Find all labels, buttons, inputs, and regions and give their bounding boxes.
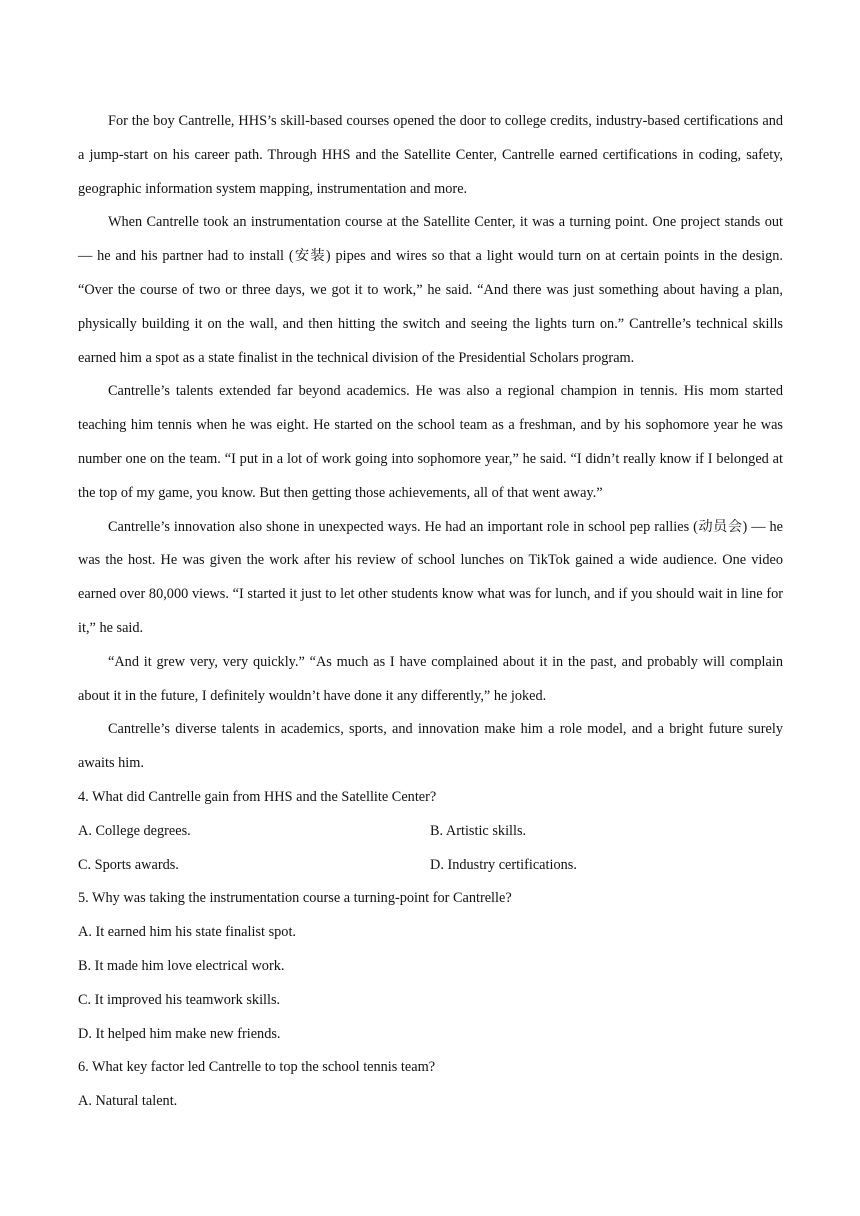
option-d: D. It helped him make new friends. bbox=[78, 1025, 281, 1042]
question-6 bbox=[78, 1051, 783, 1119]
option-b: B. It made him love electrical work. bbox=[78, 957, 285, 974]
passage-paragraph-4: Cantrelle’s innovation also shone in unexpected ways. He had an important role in school pep rallies (动员会) — he was the host. He was given the work after his review of school lunches on TikTok gained a wide audience. One video earned over 80,000 views. “I started it just to let other students know what was for lunch, and if you should wait in line for it,” he said. bbox=[78, 518, 783, 636]
passage-paragraph-6: Cantrelle’s diverse talents in academics, sports, and innovation make him a role model, and a bright future surely awaits him. bbox=[78, 721, 783, 772]
passage-paragraph-5: “And it grew very, very quickly.” “As much as I have complained about it in the past, and probably will complain about it in the future, I definitely wouldn’t have done it any differently,” he joked. bbox=[78, 653, 783, 704]
option-c: C. Sports awards. bbox=[78, 856, 179, 873]
option-d: D. Industry certifications. bbox=[430, 856, 577, 873]
question-stem: 6. What key factor led Cantrelle to top the school tennis team? bbox=[78, 1059, 436, 1076]
option-a: A. It earned him his state finalist spot. bbox=[78, 924, 296, 941]
option-c: C. It improved his teamwork skills. bbox=[78, 991, 281, 1008]
question-5 bbox=[78, 882, 783, 1051]
passage-paragraph-1: For the boy Cantrelle, HHS’s skill-based courses opened the door to college credits, industry-based certifications and a jump-start on his career path. Through HHS and the Satellite Center, Cantrelle earned certifications in coding, safety, geographic information system mapping, instrumentation and more. bbox=[78, 113, 783, 197]
question-stem: 4. What did Cantrelle gain from HHS and the Satellite Center? bbox=[78, 788, 437, 805]
option-row bbox=[78, 815, 783, 849]
passage-paragraph-2: When Cantrelle took an instrumentation course at the Satellite Center, it was a turning point. One project stands out — he and his partner had to install (安装) pipes and wires so that a light would turn on at certain points in the design. “Over the course of two or three days, we got it to work,” he said. “And there was just something about having a plan, physically building it on the wall, and then hitting the switch and seeing the lights turn on.” Cantrelle’s technical skills earned him a spot as a state finalist in the technical division of the Presidential Scholars program. bbox=[78, 214, 783, 366]
option-a: A. College degrees. bbox=[78, 822, 191, 839]
option-a: A. Natural talent. bbox=[78, 1093, 178, 1110]
option-b: B. Artistic skills. bbox=[430, 822, 527, 839]
document-page bbox=[78, 105, 783, 1119]
option-row bbox=[78, 849, 783, 883]
question-stem: 5. Why was taking the instrumentation course a turning-point for Cantrelle? bbox=[78, 890, 512, 907]
passage-paragraph-3: Cantrelle’s talents extended far beyond academics. He was also a regional champion in tennis. His mom started teaching him tennis when he was eight. He started on the school team as a freshman, and by his sophomore year he was number one on the team. “I put in a lot of work going into sophomore year,” he said. “I didn’t really know if I belonged at the top of my game, you know. But then getting those achievements, all of that went away.” bbox=[78, 383, 783, 501]
reading-passage bbox=[78, 105, 783, 781]
question-4 bbox=[78, 781, 783, 882]
